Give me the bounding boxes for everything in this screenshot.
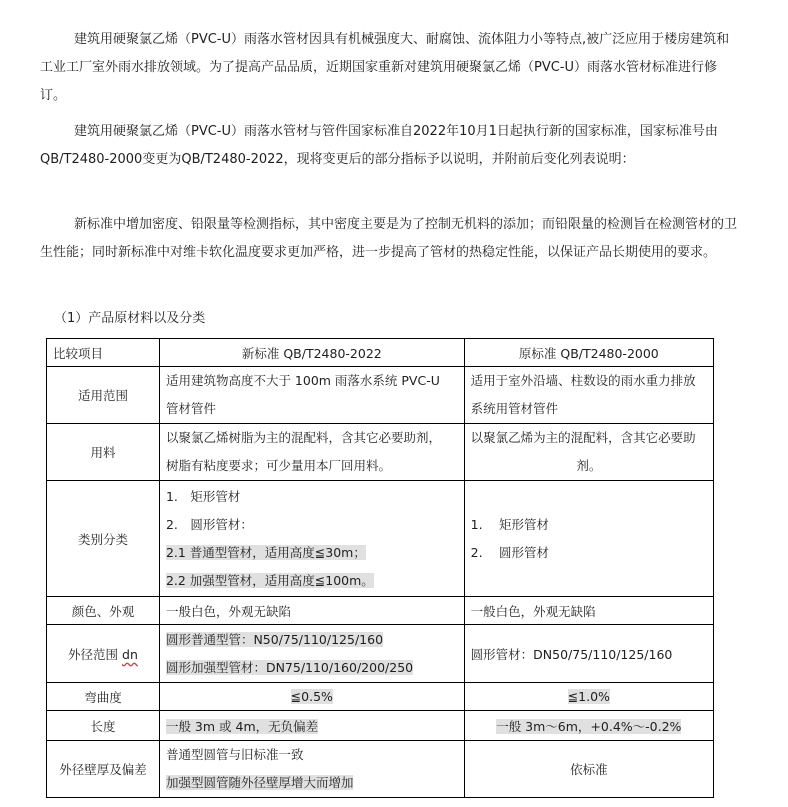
highlighted-text: 2.1 普通型管材，适用高度≦30m； — [165, 544, 366, 560]
table-row-wall-thickness — [47, 741, 714, 798]
row-label: 外径范围 dn — [47, 625, 160, 683]
old-standard-cell: 一般白色，外观无缺陷 — [464, 597, 713, 625]
table-header-row — [47, 339, 714, 367]
old-standard-cell: 圆形管材：DN50/75/110/125/160 — [464, 625, 713, 683]
row-label: 适用范围 — [47, 367, 160, 424]
highlighted-text: ≦1.0% — [567, 689, 610, 704]
table-row-length — [47, 711, 714, 741]
header-item: 比较项目 — [47, 339, 160, 367]
old-standard-cell: 适用于室外沿墙、柱数设的雨水重力排放 系统用管材管件 — [464, 367, 713, 424]
intro-paragraph: 建筑用硬聚氯乙烯（PVC-U）雨落水管材因具有机械强度大、耐腐蚀、流体阻力小等特点,被广泛应用于楼房建筑和工业工厂室外雨水排放领域。为了提高产品品质，近期国家重新对建筑用硬聚氯乙烯（PVC-U）雨落水管材标准进行修订。 — [40, 32, 730, 103]
highlighted-text: 一般 3m～6m，+0.4%～-0.2% — [496, 718, 682, 734]
old-standard-cell: 依标准 — [464, 741, 713, 798]
row-label: 弯曲度 — [47, 683, 160, 711]
table-row-material — [47, 424, 714, 481]
section-heading: （1）产品原材料以及分类 — [54, 311, 206, 326]
row-label: 用料 — [47, 424, 160, 481]
new-standard-cell — [159, 711, 464, 741]
comparison-table — [46, 338, 714, 798]
new-indicators-paragraph: 新标准中增加密度、铅限量等检测指标，其中密度主要是为了控制无机料的添加；而铅限量的检测旨在检测管材的卫生性能；同时新标准中对维卡软化温度要求更加严格，进一步提高了管材的热稳定性能，以保证产品长期使用的要求。 — [40, 217, 738, 260]
old-standard-cell — [464, 683, 713, 711]
old-standard-cell: 1. 矩形管材 2. 圆形管材 — [464, 481, 713, 597]
table-row-scope — [47, 367, 714, 424]
header-old-standard: 原标准 QB/T2480-2000 — [464, 339, 713, 367]
highlighted-text: ≦0.5% — [290, 689, 333, 704]
highlighted-text: 圆形普通型管：N50/75/110/125/160 — [165, 631, 384, 647]
table-row-category — [47, 481, 714, 597]
new-standard-cell: 以聚氯乙烯树脂为主的混配料，含其它必要助剂， 树脂有粘度要求；可少量用本厂回用料。 — [159, 424, 464, 481]
new-standard-cell — [159, 683, 464, 711]
header-new-standard: 新标准 QB/T2480-2022 — [159, 339, 464, 367]
new-standard-cell: 一般白色，外观无缺陷 — [159, 597, 464, 625]
table-row-color — [47, 597, 714, 625]
new-standard-cell — [159, 625, 464, 683]
table-row-diameter — [47, 625, 714, 683]
row-label: 外径壁厚及偏差 — [47, 741, 160, 798]
highlighted-text: 2.2 加强型管材，适用高度≦100m。 — [165, 572, 374, 588]
new-standard-cell: 普通型圆管与旧标准一致 加强型圆管随外径壁厚增大而增加 — [159, 741, 464, 798]
old-standard-cell — [464, 711, 713, 741]
new-standard-cell: 适用建筑物高度不大于 100m 雨落水系统 PVC-U 管材管件 — [159, 367, 464, 424]
highlighted-text: 加强型圆管随外径壁厚增大而增加 — [165, 775, 354, 790]
highlighted-text: 一般 3m 或 4m，无负偏差 — [165, 718, 319, 734]
row-label: 长度 — [47, 711, 160, 741]
old-standard-cell: 以聚氯乙烯为主的混配料，含其它必要助 剂。 — [464, 424, 713, 481]
standard-change-paragraph: 建筑用硬聚氯乙烯（PVC-U）雨落水管材与管件国家标准自2022年10月1日起执行新的国家标准，国家标准号由QB/T2480-2000变更为QB/T2480-2022，现将变更后的部分指标予以说明，并附前后变化列表说明： — [40, 124, 718, 167]
row-label: 类别分类 — [47, 481, 160, 597]
table-row-curvature — [47, 683, 714, 711]
spellcheck-underlined-text: dn — [122, 646, 138, 662]
new-standard-cell: 1. 矩形管材 2. 圆形管材： 2.1 普通型管材，适用高度≦30m； 2.2 加强型管材，适用高度≦100m。 — [159, 481, 464, 597]
highlighted-text: 圆形加强型管材：DN75/110/160/200/250 — [165, 659, 414, 675]
row-label: 颜色、外观 — [47, 597, 160, 625]
